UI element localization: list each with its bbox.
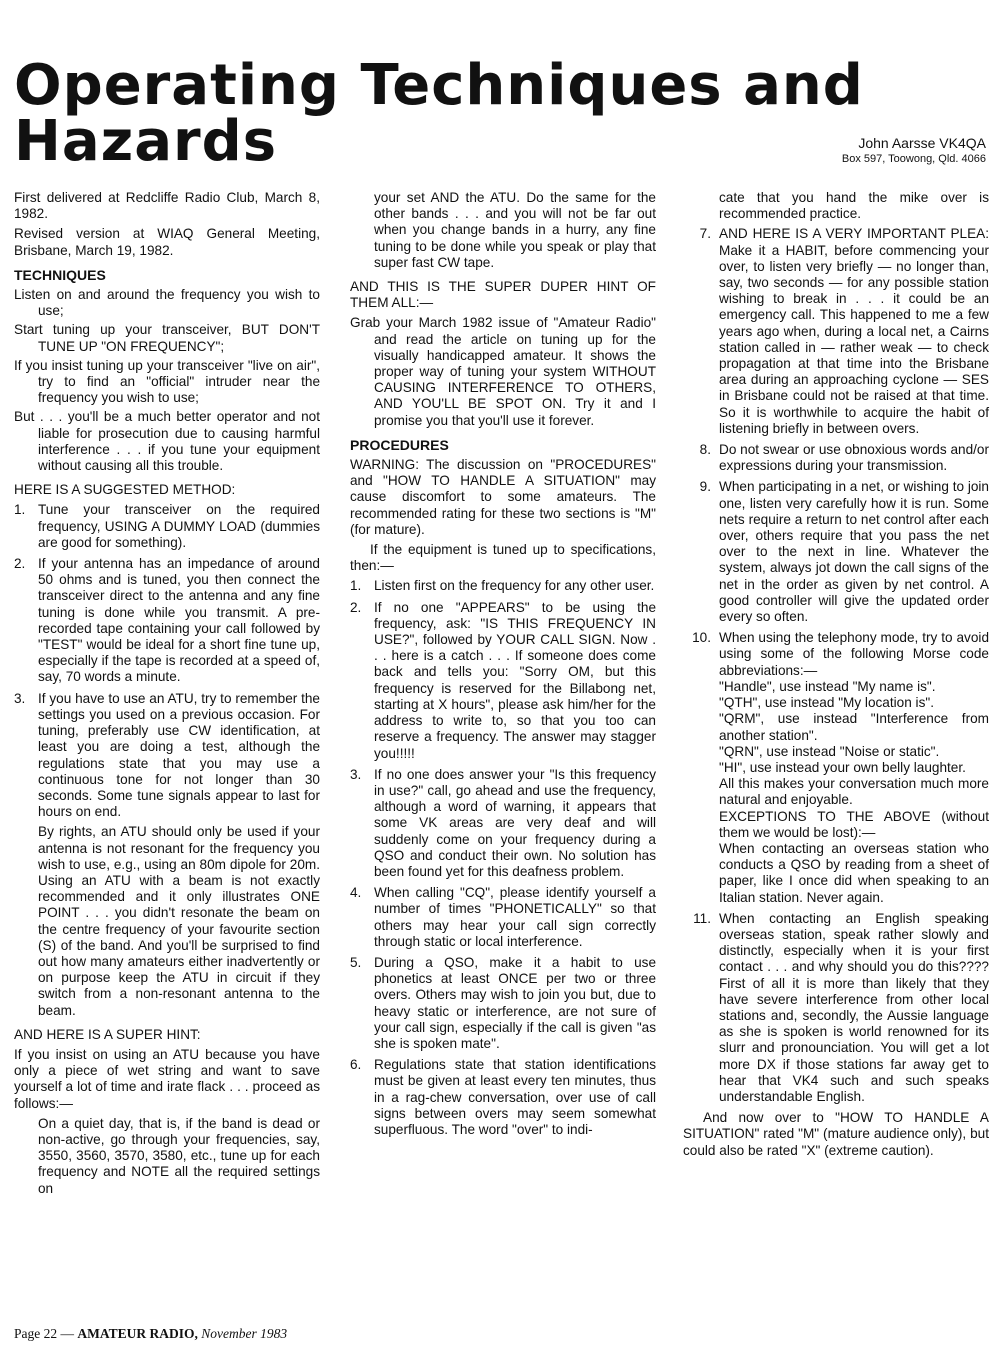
item-number: 2. xyxy=(14,556,26,572)
byline xyxy=(842,135,986,165)
abbreviation-line: "HI", use instead your own belly laughter. xyxy=(719,759,966,775)
method-list xyxy=(14,502,320,1018)
author-address: Box 597, Toowong, Qld. 4066 xyxy=(841,153,986,165)
item-number: 1. xyxy=(14,502,26,518)
item-number: 4. xyxy=(350,885,362,901)
procedures-list xyxy=(350,578,656,1138)
procedures-heading: PROCEDURES xyxy=(350,436,449,453)
item-number: 7. xyxy=(699,226,711,242)
technique-item: Listen on and around the frequency you wish to use; xyxy=(14,287,320,319)
footer-date: November 1983 xyxy=(201,1326,288,1341)
exceptions-text: When contacting an overseas station who conducts a QSO by reading from a sheet of paper, like I once did when speaking to an Italian station. Never again. xyxy=(719,840,989,905)
item-text: If your antenna has an impedance of around 50 ohms and is tuned, you then connect the transceiver direct to the antenna and any fine tuning is done while you transmit. A pre-recorded tape containing your call followed by "TEST" would be ideal for a short fine tune up, especially if the tape is recorded at a speed of, say, 70 words a minute. xyxy=(38,556,320,685)
page-footer xyxy=(14,1326,287,1342)
procedure-item xyxy=(683,911,989,1105)
item-number: 10. xyxy=(692,630,711,646)
method-heading: HERE IS A SUGGESTED METHOD: xyxy=(14,482,236,498)
method-item xyxy=(14,556,320,686)
procedure-item xyxy=(350,885,656,950)
intro-revised: Revised version at WIAQ General Meeting, Brisbane, March 19, 1982. xyxy=(14,226,320,258)
item-text: When participating in a net, or wishing to join one, listen very carefully how it is run. Some nets require a return to net control after each over, others require that you pass the net over to the next in line. Whatever the system, always jot down the call signs of the net in the order as given by net control. A good controller will give the updated order every so often. xyxy=(719,479,989,625)
column-1 xyxy=(14,190,320,1201)
technique-item: But . . . you'll be a much better operator and not liable for prosecution due to causing harmful interference . . . if you tune your equipment without causing all this trouble. xyxy=(14,409,320,474)
column-3 xyxy=(683,190,989,1163)
item-number: 9. xyxy=(699,479,711,495)
procedure-item xyxy=(350,578,656,594)
item-text: Tune your transceiver on the required frequency, USING A DUMMY LOAD (dummies are good for something). xyxy=(38,502,320,550)
super-hint-text: If you insist on using an ATU because you have only a piece of wet string and want to save yourself a lot of time and irate flack . . . proceed as follows:— xyxy=(14,1046,320,1111)
super-duper-heading: AND THIS IS THE SUPER DUPER HINT OF THEM ALL:— xyxy=(350,279,656,311)
exceptions-heading: EXCEPTIONS TO THE ABOVE (without them we would be lost):— xyxy=(719,808,989,840)
all-this-text: All this makes your conversation much more natural and enjoyable. xyxy=(719,776,989,808)
item-number: 8. xyxy=(699,442,711,458)
item-number: 11. xyxy=(693,910,711,926)
abbreviation-line: "QRM", use instead "Interference from another station". xyxy=(719,711,989,743)
procedure-item xyxy=(683,630,989,905)
item-text: When calling "CQ", please identify yourself a number of times "PHONETICALLY" so that others may hear your call sign correctly through static or local interference. xyxy=(374,885,656,949)
footer-magazine: AMATEUR RADIO, xyxy=(77,1326,198,1341)
intro-delivered: First delivered at Redcliffe Radio Club, March 8, 1982. xyxy=(14,190,320,222)
closing-text: And now over to "HOW TO HANDLE A SITUATION" rated "M" (mature audience only), but could also be rated "X" (extreme caution). xyxy=(683,1110,989,1158)
procedure-item xyxy=(683,479,989,625)
super-duper-text: Grab your March 1982 issue of "Amateur Radio" and read the article on tuning up for the visually handicapped amateur. It shows the proper way of tuning your system WITHOUT CAUSING INTERFERENCE TO OTHERS, AND YOU'LL BE SPOT ON. Try it and I promise you that you'll use it forever. xyxy=(350,315,656,428)
item-number: 3. xyxy=(350,766,362,782)
article-title xyxy=(14,53,864,174)
abbreviation-line: "Handle", use instead "My name is". xyxy=(719,678,936,694)
title-line-1: Operating Techniques and xyxy=(14,53,864,118)
item-text: Do not swear or use obnoxious words and/or expressions during your transmission. xyxy=(719,442,989,474)
item-text: If no one does answer your "Is this frequency in use?" call, go ahead and use the frequency, although a word of warning, it appears that some VK areas are very deaf and will suddenly come on your frequency during a QSO and conduct their own. No solution has been found yet for this deafness problem. xyxy=(374,766,656,879)
technique-item: If you insist tuning up your transceiver "live on air", try to find an "official" intruder near the frequency you wish to use; xyxy=(14,357,320,406)
warning-text: WARNING: The discussion on "PROCEDURES" and "HOW TO HANDLE A SITUATION" may cause discomfort to some amateurs. The recommended rating for these two sections is "M" (for mature). xyxy=(350,457,656,537)
procedure-item xyxy=(350,955,656,1052)
if-equipment-text: If the equipment is tuned up to specifications, then:— xyxy=(350,542,656,574)
technique-item: Start tuning up your transceiver, BUT DON'T TUNE UP "ON FREQUENCY"; xyxy=(14,322,320,354)
author-name: John Aarsse VK4QA xyxy=(858,135,986,151)
item-text-continued: By rights, an ATU should only be used if your antenna is not resonant for the frequency you wish to use, e.g., using an 80m dipole for 20m. Using an ATU with a beam is not exactly recommended and it only illustrates ONE POINT . . . you didn't resonate the beam on the centre frequency of your favourite section (S) of the band. And you'll be surprised to find out how many amateurs either inadvertently or on purpose keep the ATU in circuit if they switch from a non-resonant antenna to the beam. xyxy=(38,824,320,1018)
item-text: AND HERE IS A VERY IMPORTANT PLEA: Make it a HABIT, before commencing your over, to listen very briefly — no longer than, say, two seconds — for any possible station wishing to break in . . . it could be an emergency call. This happened to me a few years ago when, during a local net, a Cairns station called in — rather weak — to check propagation at that time into the Brisbane area during an approaching cyclone — SES in Brisbane could not be raised at that time. So it is worthwhile to acquire the habit of listening briefly in between overs. xyxy=(719,226,989,436)
item-number: 5. xyxy=(350,954,362,970)
procedure-item xyxy=(350,600,656,762)
item-text: Regulations state that station identifications must be given at least every ten minutes, thus in a rag-chew conversation, over use of call signs between overs may seem somewhat superfluous. The word "over" to indi- xyxy=(374,1057,656,1137)
procedure-item xyxy=(683,226,989,437)
item-text: If no one "APPEARS" to be using the frequency, ask: "IS THIS FREQUENCY IN USE?", followed by YOUR CALL SIGN. Now . . . here is a catch . . . If someone does come back and tells you: "Sorry OM, but this frequency is reserved for the Billabong net, starting at X hours", please ask him/her for the address to write to, so that you too can reserve a frequency. The answer may stagger you!!!!! xyxy=(374,599,656,761)
footer-page: Page 22 — xyxy=(14,1326,74,1341)
method-item xyxy=(14,691,320,1019)
procedure-item xyxy=(350,1057,656,1138)
continued-text: your set AND the ATU. Do the same for the other bands . . . and you will not be far out when you change bands in a hurry, any fine tuning to be done while you speak or play that super fast CW tape. xyxy=(374,190,656,270)
procedures-list-continued xyxy=(683,226,989,1105)
quiet-day-text: On a quiet day, that is, if the band is dead or non-active, go through your frequencies, say, 3550, 3560, 3570, 3580, etc., tune up for each frequency and NOTE all the required settings on xyxy=(38,1115,320,1196)
procedure-item xyxy=(683,442,989,474)
item-number: 6. xyxy=(350,1057,362,1073)
item-number: 1. xyxy=(350,578,362,594)
techniques-heading: TECHNIQUES xyxy=(14,266,106,283)
column-2 xyxy=(350,190,656,1143)
item-text: Listen first on the frequency for any other user. xyxy=(374,578,655,594)
item-text: When contacting an English speaking overseas station, speak rather slowly and distinctly, especially when it is your first contact . . . and why should you do this???? First of all it is more than likely that they have severe interference from other local stations and, secondly, the Aussie language as she is spoken is world renowned for its slurr and pronounciation. You will get a lot more DX if those stations far away get to hear that VK4 such and such speaks understandable English. xyxy=(719,910,989,1104)
super-hint-heading: AND HERE IS A SUPER HINT: xyxy=(14,1026,201,1042)
method-item xyxy=(14,502,320,551)
abbreviation-line: "QTH", use instead "My location is". xyxy=(719,695,934,711)
item-text: If you have to use an ATU, try to remember the settings you used on a previous occasion. For tuning, preferably use CW identification, at least you are doing a test, although the regulations state that you may use a continuous tone for not longer than 30 seconds. Some tune signals appear to last for hours on end. xyxy=(38,690,320,820)
item-text: During a QSO, make it a habit to use phonetics at least ONCE per two or three overs. Others may wish to join you but, due to heavy static or interference, are not sure of your call sign, especially if the call is given "as she is spoken mate". xyxy=(374,954,656,1051)
continued-text: cate that you hand the mike over is recommended practice. xyxy=(719,190,989,222)
abbreviation-line: "QRN", use instead "Noise or static". xyxy=(719,743,940,759)
item-number: 3. xyxy=(14,690,26,706)
item-text: When using the telephony mode, try to avoid using some of the following Morse code abbreviations:— xyxy=(719,630,989,678)
procedure-item xyxy=(350,767,656,880)
item-number: 2. xyxy=(350,599,362,615)
title-line-2: Hazards xyxy=(14,109,278,174)
